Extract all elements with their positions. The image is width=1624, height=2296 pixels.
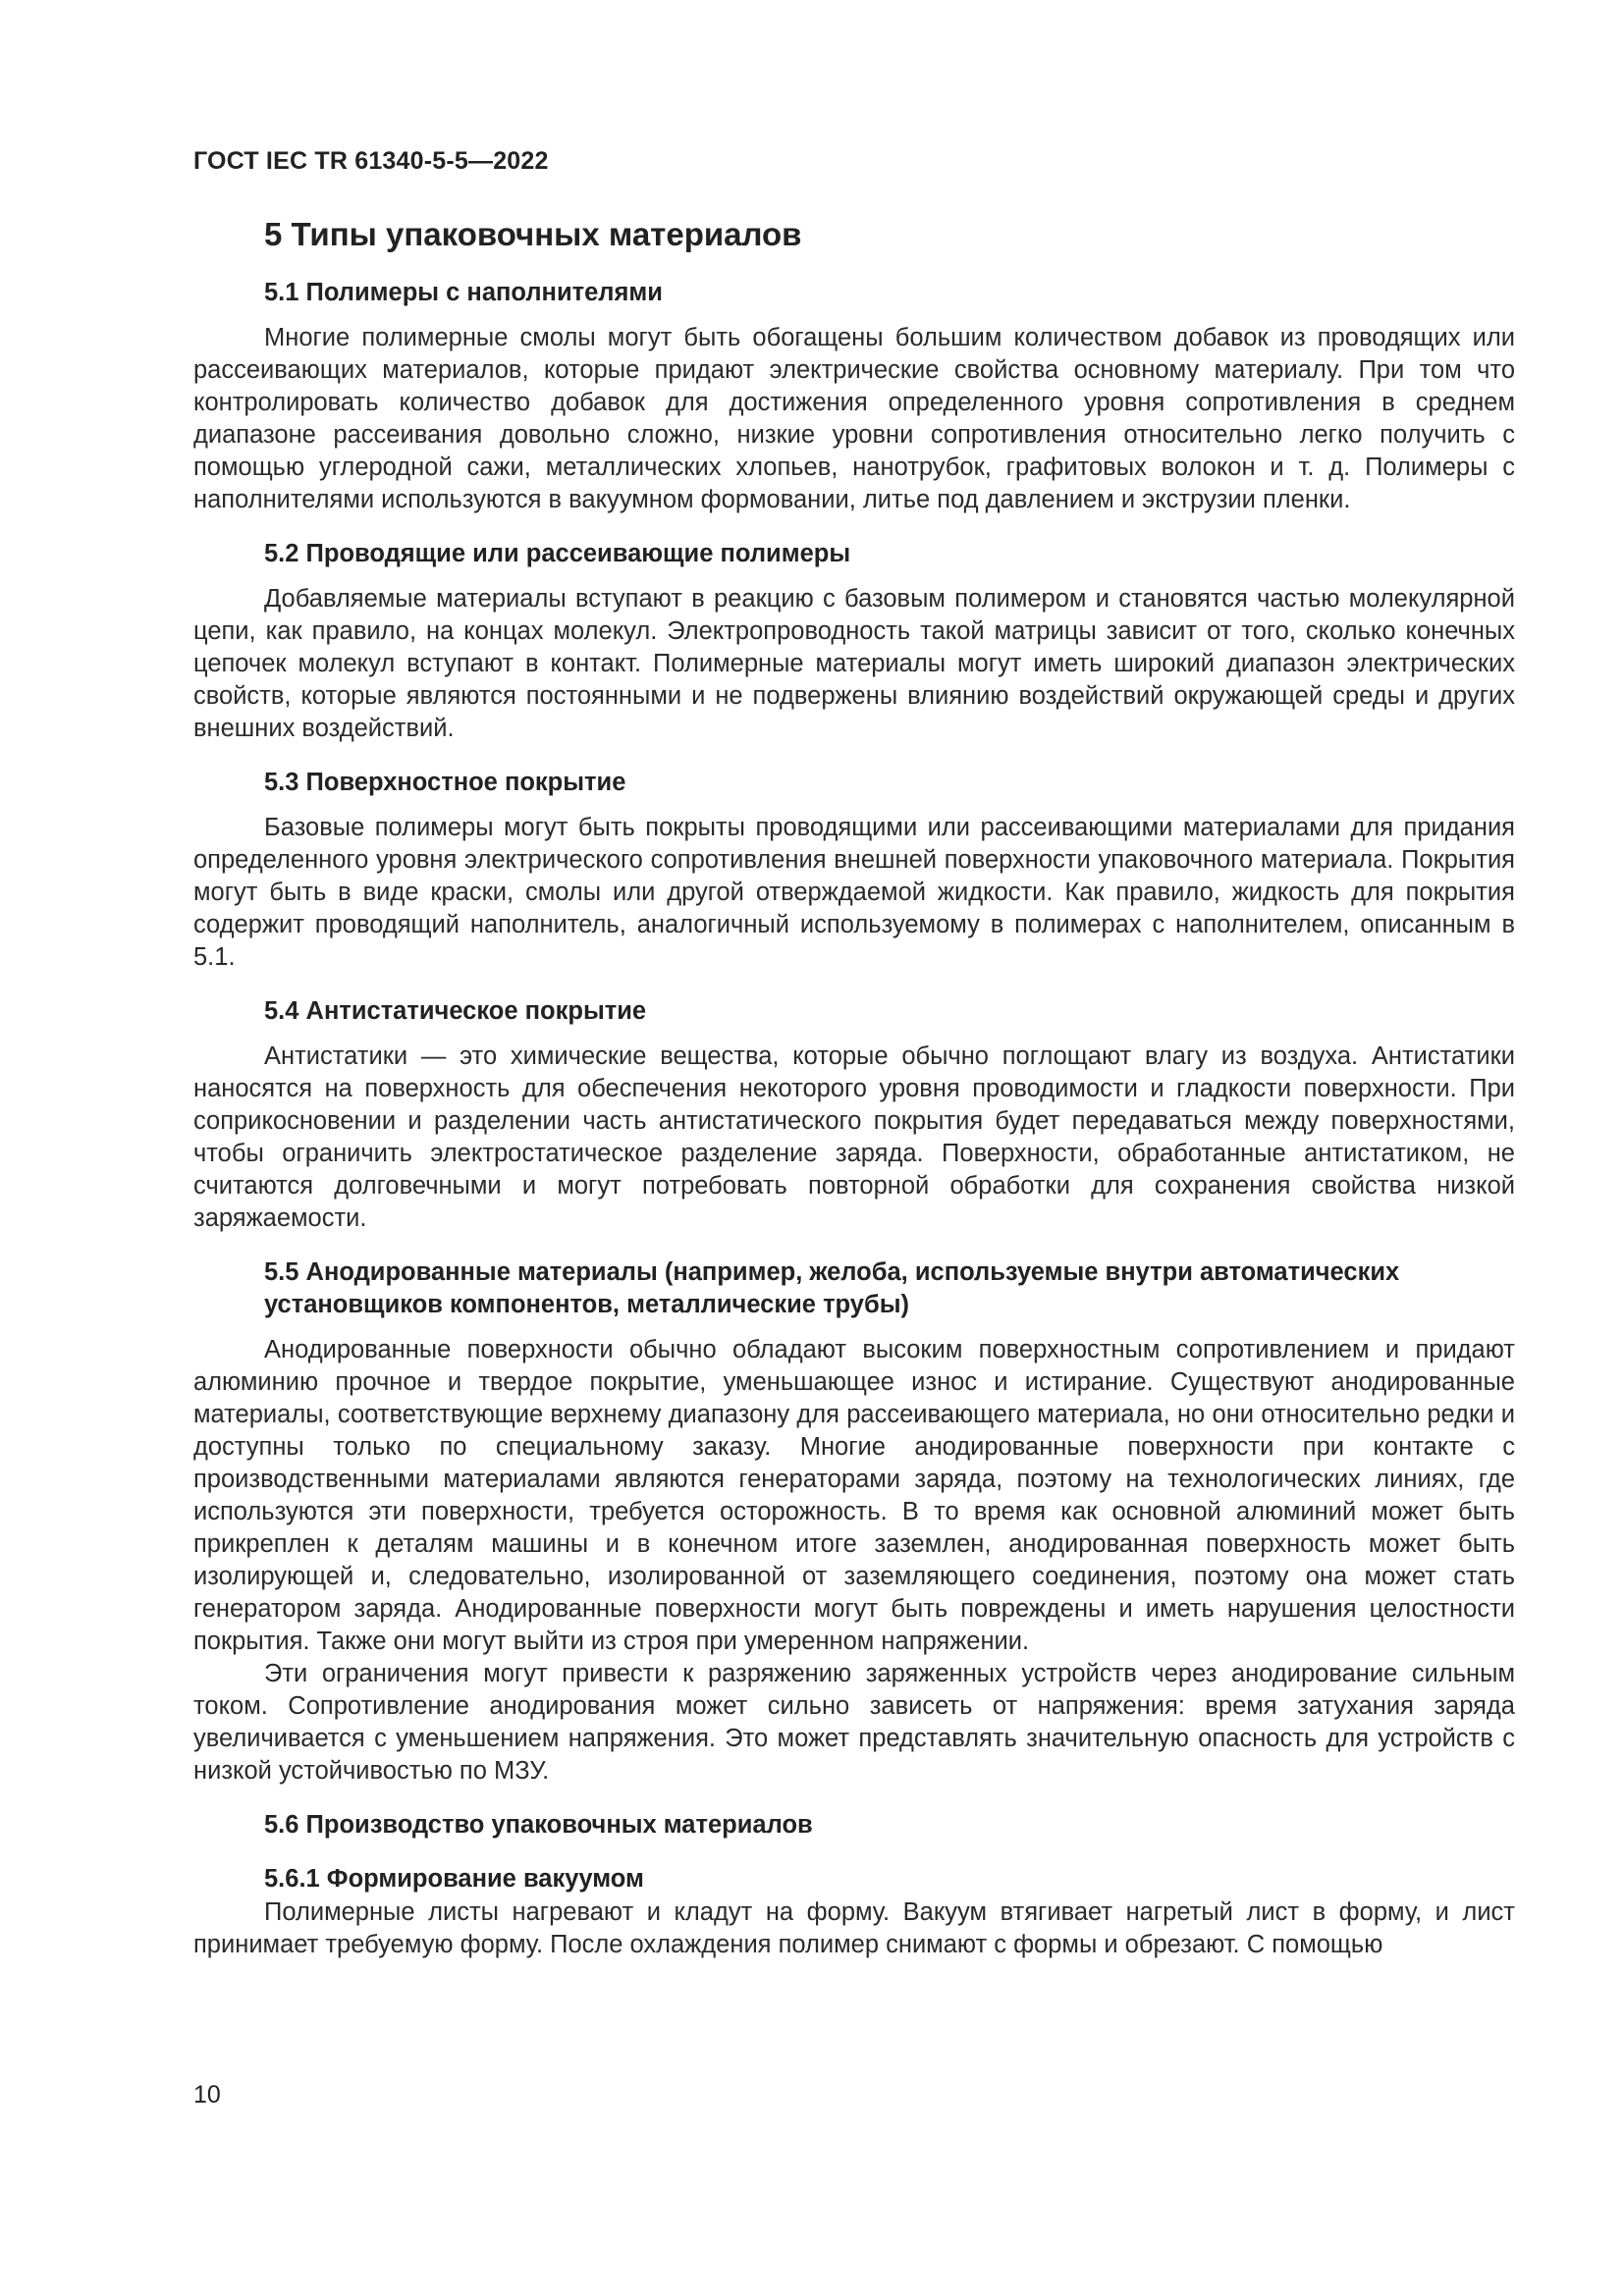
subsection-title: 5.6 Производство упаковочных материалов	[264, 1811, 813, 1839]
subsection-title: 5.3 Поверхностное покрытие	[264, 769, 626, 796]
paragraph: Эти ограничения могут привести к разряжению заряженных устройств через анодирование сильным током. Сопротивление анодирования может сильно зависеть от напряжения: время затухания заряда увеличивается с уменьшением напряжения. Это может представлять значительную опасность для устройств с низкой устойчивостью по МЗУ.	[193, 1660, 1515, 1785]
section-title: 5 Типы упаковочных материалов	[264, 216, 802, 252]
subsection-title: 5.5 Анодированные материалы (например, желоба, используемые внутри автоматических установщиков компонентов, металлические трубы)	[264, 1258, 1400, 1318]
paragraph: Анодированные поверхности обычно обладают высоким поверхностным сопротивлением и придают алюминию прочное и твердое покрытие, уменьшающее износ и истирание. Существуют анодированные материалы, соответствующие верхнему диапазону для рассеивающего материала, но они относительно редки и доступны только по специальному заказу. Многие анодированные поверхности при контакте с производственными материалами являются генераторами заряда, поэтому на технологических линиях, где используются эти поверхности, требуется осторожность. В то время как основной алюминий может быть прикреплен к деталям машины и в конечном итоге заземлен, анодированная поверхность может быть изолирующей и, следовательно, изолированной от заземляющего соединения, поэтому она может стать генератором заряда. Анодированные поверхности могут быть повреждены и иметь нарушения целостности покрытия. Также они могут выйти из строя при умеренном напряжении.	[193, 1336, 1515, 1655]
paragraph: Антистатики — это химические вещества, которые обычно поглощают влагу из воздуха. Антистатики наносятся на поверхность для обеспечения некоторого уровня проводимости и гладкости поверхности. При соприкосновении и разделении часть антистатического покрытия будет передаваться между поверхностями, чтобы ограничить электростатическое разделение заряда. Поверхности, обработанные антистатиком, не считаются долговечными и могут потребовать повторной обработки для сохранения свойства низкой заряжаемости.	[193, 1042, 1515, 1232]
subsection-5-5	[193, 1256, 1515, 1788]
paragraph: Многие полимерные смолы могут быть обогащены большим количеством добавок из проводящих или рассеивающих материалов, которые придают электрические свойства основному материалу. При том что контролировать количество добавок для достижения определенного уровня сопротивления в среднем диапазоне рассеивания довольно сложно, низкие уровни сопротивления относительно легко получить с помощью углеродной сажи, металлических хлопьев, нанотрубок, графитовых волокон и т. д. Полимеры с наполнителями используются в вакуумном формовании, литье под давлением и экструзии пленки.	[193, 324, 1515, 513]
paragraph: Базовые полимеры могут быть покрыты проводящими или рассеивающими материалами для придания определенного уровня электрического сопротивления внешней поверхности упаковочного материала. Покрытия могут быть в виде краски, смолы или другой отверждаемой жидкости. Как правило, жидкость для покрытия содержит проводящий наполнитель, аналогичный используемому в полимерах с наполнителем, описанным в 5.1.	[193, 814, 1515, 971]
paragraph: Добавляемые материалы вступают в реакцию с базовым полимером и становятся частью молекулярной цепи, как правило, на концах молекул. Электропроводность такой матрицы зависит от того, сколько конечных цепочек молекул вступают в контакт. Полимерные материалы могут иметь широкий диапазон электрических свойств, которые являются постоянными и не подвержены влиянию воздействий окружающей среды и других внешних воздействий.	[193, 585, 1515, 742]
document-body	[193, 216, 1515, 1961]
subsection-5-6	[193, 1809, 1515, 1842]
subsection-5-2	[193, 538, 1515, 745]
page-number: 10	[193, 2081, 221, 2109]
subsection-5-3	[193, 767, 1515, 974]
subsection-5-4	[193, 995, 1515, 1235]
subsection-5-6-1	[193, 1863, 1515, 1961]
subsection-title: 5.1 Полимеры с наполнителями	[264, 279, 663, 306]
subsection-5-1	[193, 277, 1515, 516]
subsection-title: 5.2 Проводящие или рассеивающие полимеры	[264, 540, 851, 567]
paragraph: Полимерные листы нагревают и кладут на форму. Вакуум втягивает нагретый лист в форму, и лист принимает требуемую форму. После охлаждения полимер снимают с формы и обрезают. С помощью	[193, 1898, 1515, 1958]
subsection-title: 5.6.1 Формирование вакуумом	[264, 1865, 644, 1893]
subsection-title: 5.4 Антистатическое покрытие	[264, 997, 647, 1025]
document-header: ГОСТ IEC TR 61340-5-5—2022	[193, 147, 549, 175]
